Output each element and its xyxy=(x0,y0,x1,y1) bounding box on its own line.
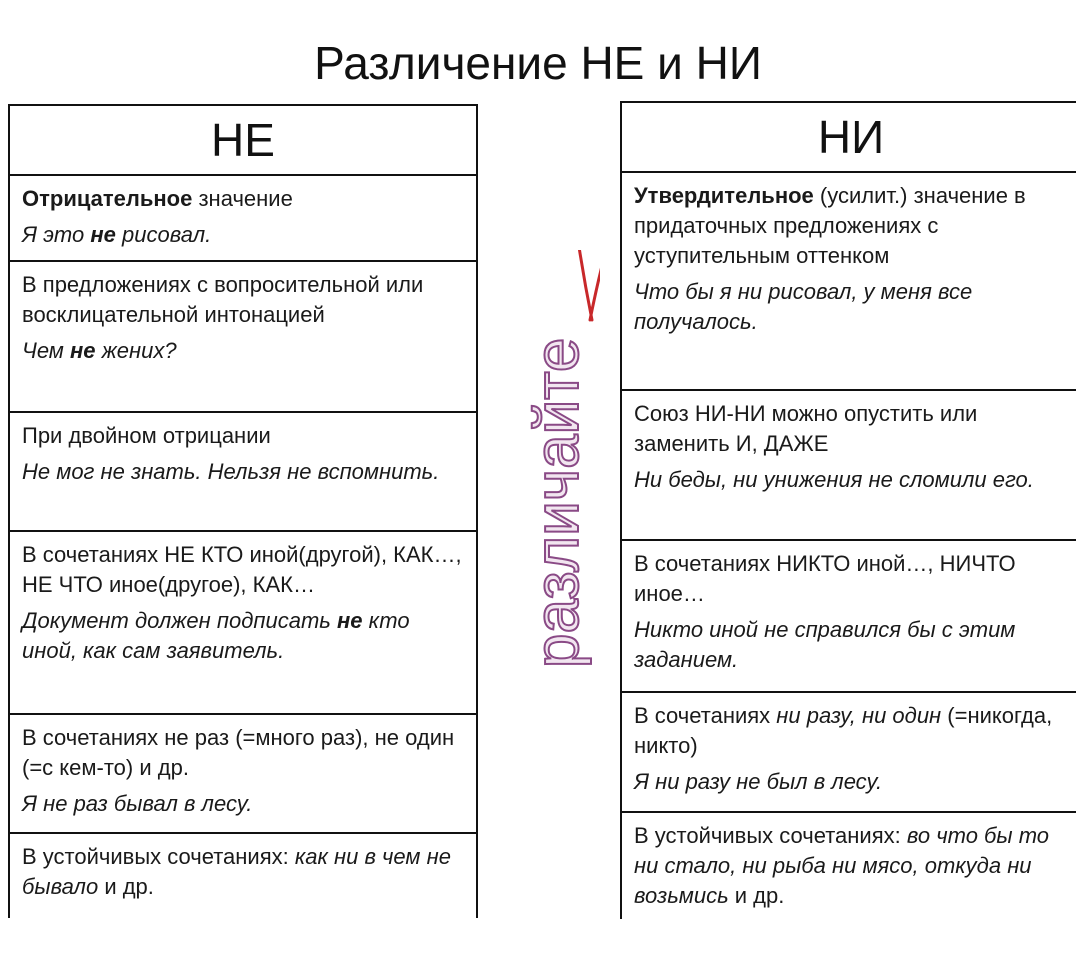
ni-header: НИ xyxy=(622,103,1076,173)
rule-text: При двойном отрицании xyxy=(22,423,271,448)
example: Я ни разу не был в лесу. xyxy=(634,769,883,794)
ne-header: НЕ xyxy=(10,106,476,176)
razlichayte-watermark xyxy=(520,250,600,680)
rule-text: В устойчивых сочетаниях: как ни в чем не бывало и др. xyxy=(22,844,451,899)
ne-row-ne-kto xyxy=(10,532,476,715)
example: Я это не рисовал. xyxy=(22,222,212,247)
rule-bold: Утвердительное xyxy=(634,183,814,208)
example: Что бы я ни рисовал, у меня все получалось. xyxy=(634,279,973,334)
example: Документ должен подписать не кто иной, как сам заявитель. xyxy=(22,608,410,663)
ni-row-ni-ni xyxy=(622,391,1076,541)
example: Ни беды, ни унижения не сломили его. xyxy=(634,467,1034,492)
rule-text: В предложениях с вопросительной или восклицательной интонацией xyxy=(22,272,424,327)
page-title: Различение НЕ и НИ xyxy=(314,37,762,89)
rule-text: В сочетаниях ни разу, ни один (=никогда, никто) xyxy=(634,703,1053,758)
ne-row-double-negation xyxy=(10,413,476,532)
rule-text: В сочетаниях не раз (=много раз), не один (=с кем-то) и др. xyxy=(22,725,455,780)
checkmark-icon xyxy=(570,250,600,320)
razlichayte-text: различайте xyxy=(523,337,592,668)
rule-text: В сочетаниях НИКТО иной…, НИЧТО иное… xyxy=(634,551,1016,606)
example: Не мог не знать. Нельзя не вспомнить. xyxy=(22,459,440,484)
example: Я не раз бывал в лесу. xyxy=(22,791,253,816)
example: Никто иной не справился бы с этим заданием. xyxy=(634,617,1016,672)
ne-row-set-phrases xyxy=(10,834,476,920)
rule-text: (усилит.) значение в придаточных предложениях с уступительным оттенком xyxy=(634,183,1026,268)
ne-row-negative xyxy=(10,176,476,262)
ni-row-affirmative xyxy=(622,173,1076,391)
ne-row-ne-raz xyxy=(10,715,476,834)
rule-text: значение xyxy=(192,186,293,211)
ni-table xyxy=(620,101,1076,919)
rule-text: В сочетаниях НЕ КТО иной(другой), КАК…, НЕ ЧТО иное(другое), КАК… xyxy=(22,542,462,597)
example: Чем не жених? xyxy=(22,338,177,363)
ni-row-nikto xyxy=(622,541,1076,693)
ne-table xyxy=(8,104,478,918)
ni-row-set-phrases xyxy=(622,813,1076,919)
ne-row-intonation xyxy=(10,262,476,413)
rule-text: В устойчивых сочетаниях: во что бы то ни стало, ни рыба ни мясо, откуда ни возьмись и др. xyxy=(634,823,1050,908)
rule-bold: Отрицательное xyxy=(22,186,193,211)
rule-text: Союз НИ-НИ можно опустить или заменить И, ДАЖЕ xyxy=(634,401,978,456)
ni-row-ni-razu xyxy=(622,693,1076,813)
